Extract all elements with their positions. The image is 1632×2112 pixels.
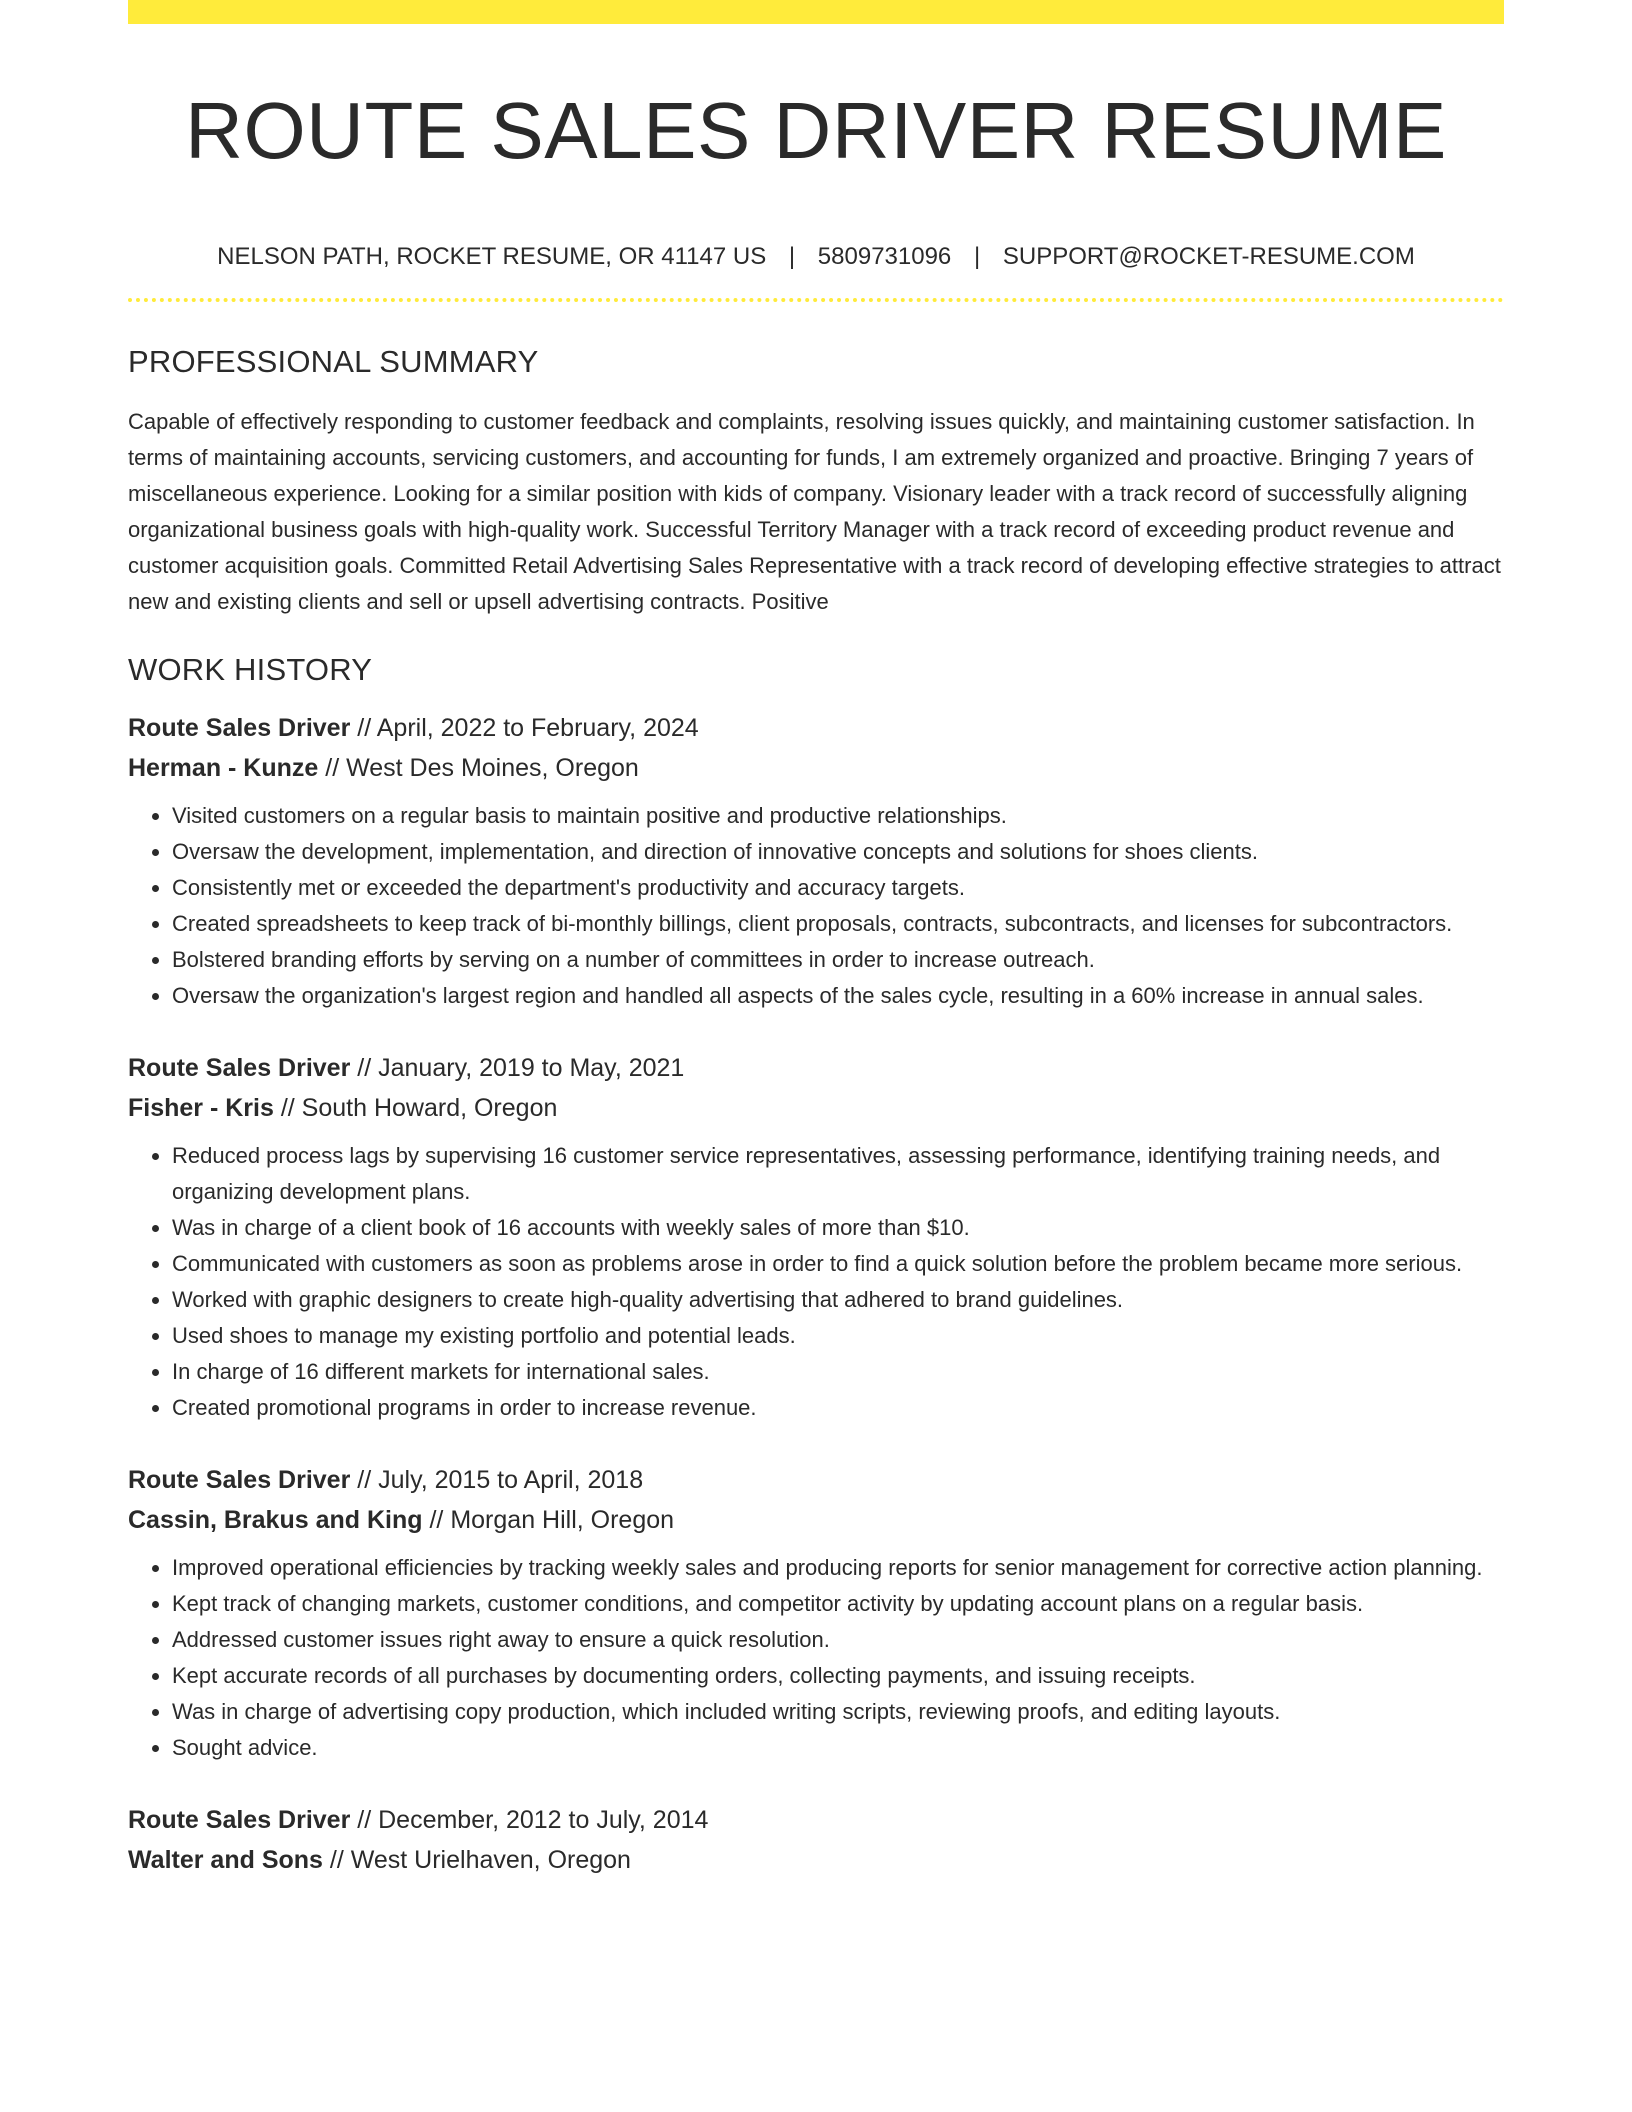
job-duty-item: • Visited customers on a regular basis to maintain positive and productive relationships. [172, 798, 1504, 834]
job-title: Route Sales Driver [128, 1806, 351, 1834]
contact-separator: | [788, 243, 796, 270]
job-duty-item: • Consistently met or exceeded the department's productivity and accuracy targets. [172, 870, 1504, 906]
summary-heading: PROFESSIONAL SUMMARY [128, 344, 539, 379]
job-duty-item: • Oversaw the organization's largest region and handled all aspects of the sales cycle, resulting in a 60% increase in annual sales. [172, 978, 1504, 1014]
job-duty-item: • Used shoes to manage my existing portfolio and potential leads. [172, 1318, 1504, 1354]
job-location: South Howard, Oregon [301, 1094, 558, 1122]
job-title: Route Sales Driver [128, 1054, 351, 1082]
job-entry [128, 1460, 1504, 1766]
job-dates: April, 2022 to February, 2024 [376, 714, 699, 742]
job-duty-item: • Reduced process lags by supervising 16 customer service representatives, assessing performance, identifying training needs, and organizing development plans. [172, 1138, 1504, 1210]
contact-phone: 5809731096 [817, 243, 952, 270]
job-title: Route Sales Driver [128, 714, 351, 742]
job-separator: // [350, 1466, 379, 1494]
job-company-line [128, 1840, 1504, 1880]
job-duty-item: • Improved operational efficiencies by tracking weekly sales and producing reports for senior management for corrective action planning. [172, 1550, 1504, 1586]
job-company: Cassin, Brakus and King [128, 1506, 423, 1534]
job-separator: // [422, 1506, 451, 1534]
job-duty-item: • Oversaw the development, implementation, and direction of innovative concepts and solutions for shoes clients. [172, 834, 1504, 870]
contact-address: NELSON PATH, ROCKET RESUME, OR 41147 US [217, 243, 767, 270]
summary-section [128, 342, 1504, 620]
job-entry [128, 708, 1504, 1014]
job-duties-list [128, 798, 1504, 1014]
job-duty-item: • Created spreadsheets to keep track of bi-monthly billings, client proposals, contracts, subcontracts, and licenses for subcontractors. [172, 906, 1504, 942]
job-separator: // [350, 1054, 379, 1082]
job-title-line [128, 1460, 1504, 1500]
job-dates: December, 2012 to July, 2014 [378, 1806, 709, 1834]
dotted-divider [128, 298, 1504, 302]
job-separator: // [318, 754, 347, 782]
job-duty-item: • Created promotional programs in order to increase revenue. [172, 1390, 1504, 1426]
job-title-line [128, 1800, 1504, 1840]
resume-page [128, 0, 1504, 1880]
job-company: Fisher - Kris [128, 1094, 274, 1122]
job-duty-item: • Was in charge of a client book of 16 accounts with weekly sales of more than $10. [172, 1210, 1504, 1246]
contact-email: SUPPORT@ROCKET-RESUME.COM [1002, 243, 1415, 270]
accent-top-bar [128, 0, 1504, 24]
work-history-section [128, 650, 1504, 1880]
job-separator: // [350, 1806, 379, 1834]
job-company-line [128, 1088, 1504, 1128]
job-duty-item: • Addressed customer issues right away to ensure a quick resolution. [172, 1622, 1504, 1658]
resume-title: ROUTE SALES DRIVER RESUME [185, 86, 1447, 175]
job-duty-item: • Bolstered branding efforts by serving on a number of committees in order to increase outreach. [172, 942, 1504, 978]
job-title-line [128, 1048, 1504, 1088]
job-location: Morgan Hill, Oregon [450, 1506, 675, 1534]
job-entry [128, 1800, 1504, 1880]
job-entry [128, 1048, 1504, 1426]
work-history-heading: WORK HISTORY [128, 652, 373, 687]
job-duties-list [128, 1550, 1504, 1766]
job-separator: // [322, 1846, 351, 1874]
job-location: West Urielhaven, Oregon [350, 1846, 631, 1874]
job-duty-item: • Worked with graphic designers to create high-quality advertising that adhered to brand guidelines. [172, 1282, 1504, 1318]
job-company-line [128, 748, 1504, 788]
job-location: West Des Moines, Oregon [346, 754, 639, 782]
job-duty-item: • Kept accurate records of all purchases by documenting orders, collecting payments, and issuing receipts. [172, 1658, 1504, 1694]
job-duty-item: • Was in charge of advertising copy production, which included writing scripts, reviewing proofs, and editing layouts. [172, 1694, 1504, 1730]
job-separator: // [350, 714, 377, 742]
job-separator: // [273, 1094, 302, 1122]
job-company: Walter and Sons [128, 1846, 323, 1874]
job-title: Route Sales Driver [128, 1466, 351, 1494]
job-dates: July, 2015 to April, 2018 [378, 1466, 644, 1494]
job-duty-item: • In charge of 16 different markets for international sales. [172, 1354, 1504, 1390]
job-company-line [128, 1500, 1504, 1540]
job-dates: January, 2019 to May, 2021 [378, 1054, 685, 1082]
contact-separator: | [973, 243, 981, 270]
job-duty-item: • Communicated with customers as soon as problems arose in order to find a quick solution before the problem became more serious. [172, 1246, 1504, 1282]
job-duties-list [128, 1138, 1504, 1426]
summary-text: Capable of effectively responding to customer feedback and complaints, resolving issues quickly, and maintaining customer satisfaction. In terms of maintaining accounts, servicing customers, and accounting for funds, I am extremely organized and proactive. Bringing 7 years of miscellaneous experience. Looking for a similar position with kids of company. Visionary leader with a track record of successfully aligning organizational business goals with high-quality work. Successful Territory Manager with a track record of exceeding product revenue and customer acquisition goals. Committed Retail Advertising Sales Representative with a track record of developing effective strategies to attract new and existing clients and sell or upsell advertising contracts. Positive [128, 409, 1501, 614]
job-title-line [128, 708, 1504, 748]
job-duty-item: • Kept track of changing markets, customer conditions, and competitor activity by updating account plans on a regular basis. [172, 1586, 1504, 1622]
contact-line [128, 242, 1504, 272]
job-company: Herman - Kunze [128, 754, 319, 782]
job-duty-item: • Sought advice. [172, 1730, 1504, 1766]
